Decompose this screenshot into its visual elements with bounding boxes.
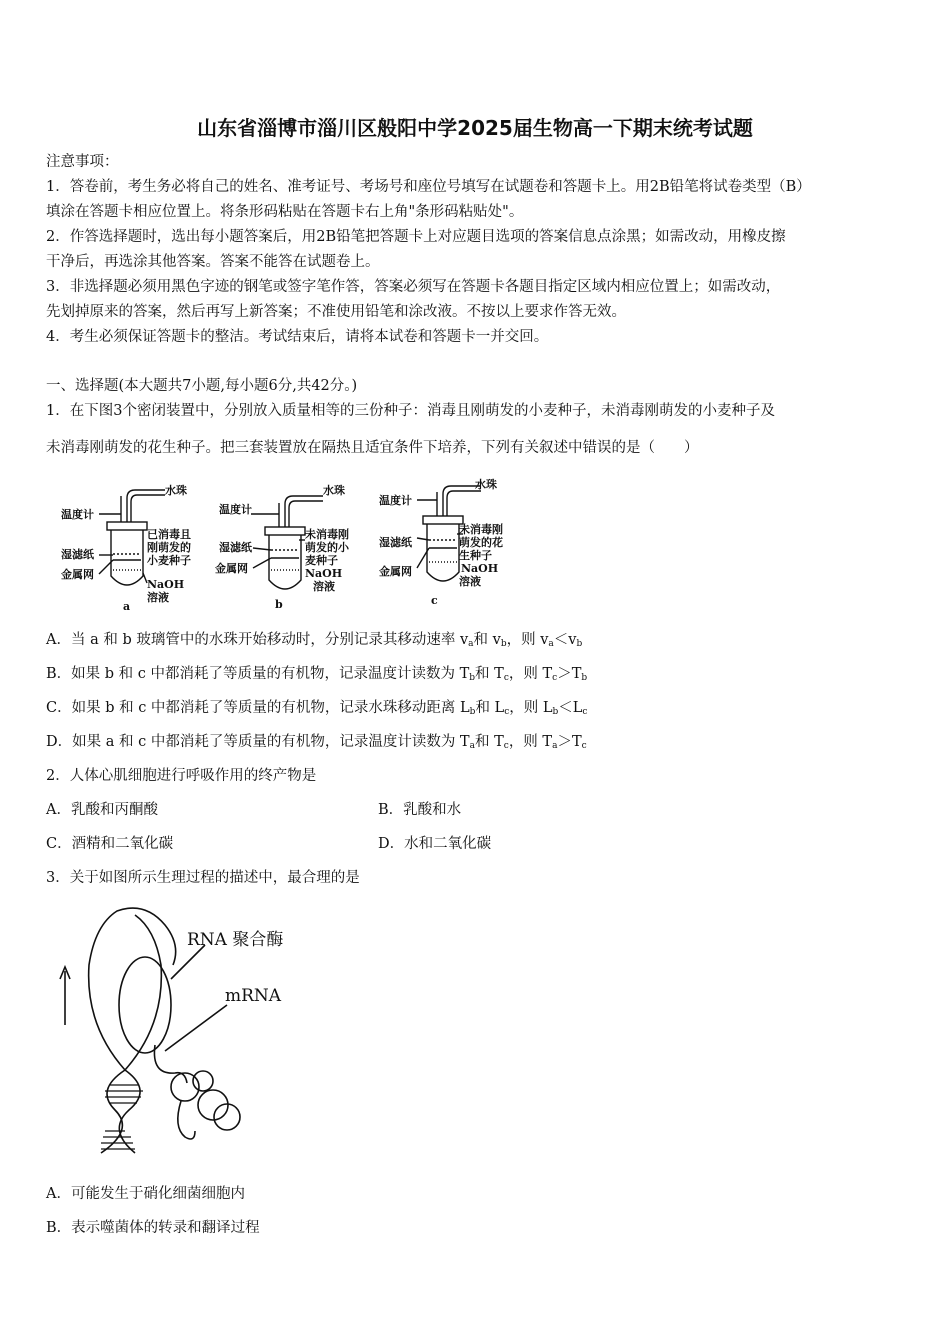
label-wet-paper: 湿滤纸 xyxy=(61,548,94,561)
label-wet-paper-c: 湿滤纸 xyxy=(379,536,412,549)
label-metal-net-b: 金属网 xyxy=(215,562,248,575)
rna-polymerase xyxy=(119,957,171,1053)
a-seed-line: 小麦种子 xyxy=(147,554,191,567)
label-metal-net-c: 金属网 xyxy=(379,565,412,578)
c-seed-line: 未消毒刚 xyxy=(459,523,503,536)
notice-line: 3．非选择题必须用黑色字迹的钢笔或签字笔作答，答案必须写在答题卡各题目指定区域内相应位置上；如需改动， xyxy=(46,279,781,295)
q2-option-a: A．乳酸和丙酮酸 xyxy=(46,802,158,818)
label-wet-paper-b: 湿滤纸 xyxy=(219,541,252,554)
q3-stem: 3．关于如图所示生理过程的描述中，最合理的是 xyxy=(46,870,360,886)
q3-option-b: B．表示噬菌体的转录和翻译过程 xyxy=(46,1220,260,1236)
ribosome xyxy=(193,1071,213,1091)
label-solution-c: 溶液 xyxy=(459,575,481,588)
mrna-strand xyxy=(154,1045,187,1083)
c-seed-line: 萌发的花 xyxy=(459,536,503,549)
notice-heading: 注意事项： xyxy=(46,154,119,170)
notice-line: 先划掉原来的答案，然后再写上新答案；不准使用铅笔和涂改液。不按以上要求作答无效。 xyxy=(46,304,626,320)
label-solution-b: 溶液 xyxy=(313,580,335,593)
q2-option-c: C．酒精和二氧化碳 xyxy=(46,836,174,852)
dna-helix xyxy=(101,1070,125,1153)
label-metal-net: 金属网 xyxy=(61,568,94,581)
q1-option-c: C．如果 b 和 c 中都消耗了等质量的有机物，记录水珠移动距离 $L_b$和 $L_c$，则 $L_b<L_c$ xyxy=(46,700,588,717)
dna-helix xyxy=(119,1070,140,1153)
q2-option-b: B．乳酸和水 xyxy=(378,802,462,818)
label-thermometer-c: 温度计 xyxy=(379,494,412,507)
q2-stem: 2．人体心肌细胞进行呼吸作用的终产物是 xyxy=(46,768,317,784)
q1-stem-line2: 未消毒刚萌发的花生种子。把三套装置放在隔热且适宜条件下培养，下列有关叙述中错误的是（ ） xyxy=(46,440,699,456)
section-heading: 一、选择题(本大题共7小题,每小题6分,共42分。) xyxy=(46,378,358,394)
b-seed-line: 未消毒刚 xyxy=(305,528,349,541)
b-seed-line: 麦种子 xyxy=(305,554,338,567)
a-seed-line: 刚萌发的 xyxy=(147,541,191,554)
c-seed-line: 生种子 xyxy=(459,549,492,562)
q1-apparatus-figure xyxy=(55,478,525,618)
polypeptide xyxy=(178,1101,195,1139)
q3-option-a: A．可能发生于硝化细菌细胞内 xyxy=(46,1186,245,1202)
notice-line: 2．作答选择题时，选出每小题答案后，用2B铅笔把答题卡上对应题目选项的答案信息点涂黑；如需改动，用橡皮擦 xyxy=(46,229,786,245)
notice-line: 1．答卷前，考生务必将自己的姓名、准考证号、考场号和座位号填写在试题卷和答题卡上。用2B铅笔将试卷类型（B） xyxy=(46,179,811,195)
label-thermometer: 温度计 xyxy=(61,508,94,521)
notice-line: 干净后，再选涂其他答案。答案不能答在试题卷上。 xyxy=(46,254,380,270)
q1-stem-line1: 1．在下图3个密闭装置中，分别放入质量相等的三份种子：消毒且刚萌发的小麦种子，未消毒刚萌发的小麦种子及 xyxy=(46,403,775,419)
label-c: c xyxy=(431,594,438,607)
q1-option-b: B．如果 b 和 c 中都消耗了等质量的有机物，记录温度计读数为 $T_b$和 $T_c$，则 $T_c>T_b$ xyxy=(46,666,588,683)
label-naoh-b: NaOH xyxy=(305,567,343,580)
a-seed-line: 已消毒且 xyxy=(147,528,191,541)
label-water-drop: 水珠 xyxy=(165,484,187,497)
b-seed-line: 萌发的小 xyxy=(305,541,349,554)
page-title: 山东省淄博市淄川区般阳中学2025届生物高一下期末统考试题 xyxy=(197,116,753,140)
label-b: b xyxy=(275,598,283,611)
label-thermometer-b: 温度计 xyxy=(219,503,252,516)
label-mrna: mRNA xyxy=(225,986,282,1006)
label-rna-polymerase: RNA 聚合酶 xyxy=(187,930,284,950)
q3-transcription-figure xyxy=(55,905,325,1165)
label-solution: 溶液 xyxy=(147,591,169,604)
q1-option-d: D．如果 a 和 c 中都消耗了等质量的有机物，记录温度计读数为 $T_a$和 $T_c$，则 $T_a>T_c$ xyxy=(46,734,587,751)
notice-line: 填涂在答题卡相应位置上。将条形码粘贴在答题卡右上角"条形码粘贴处"。 xyxy=(46,204,524,220)
q2-option-d: D．水和二氧化碳 xyxy=(378,836,492,852)
notice-line: 4．考生必须保证答题卡的整洁。考试结束后，请将本试卷和答题卡一并交回。 xyxy=(46,329,549,345)
q1-option-a: A．当 a 和 b 玻璃管中的水珠开始移动时，分别记录其移动速率 $v_a$和 $v_b$，则 $v_a<v_b$ xyxy=(46,632,583,649)
dna-strand xyxy=(125,915,161,1070)
label-naoh: NaOH xyxy=(147,578,185,591)
label-water-drop-b: 水珠 xyxy=(323,484,345,497)
label-water-drop-c: 水珠 xyxy=(475,478,497,491)
label-a: a xyxy=(123,600,131,613)
label-naoh-c: NaOH xyxy=(461,562,499,575)
